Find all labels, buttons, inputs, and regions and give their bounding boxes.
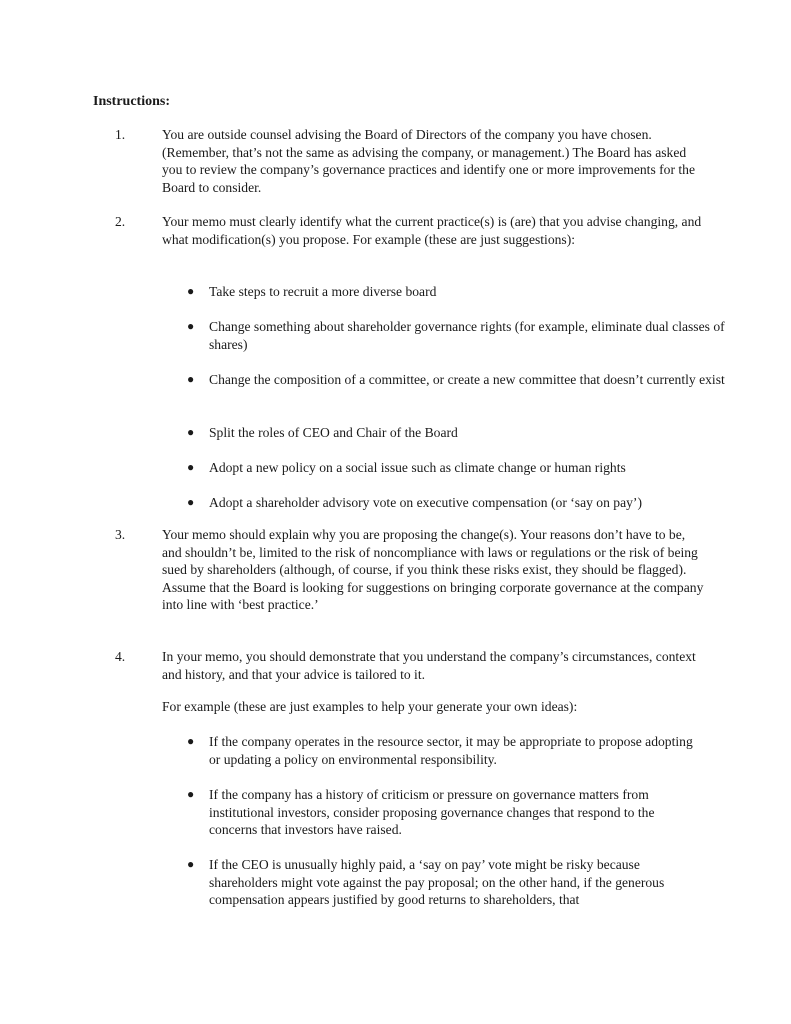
- item-text: Your memo should explain why you are proposing the change(s). Your reasons don’t have to be, and shouldn’t be, limited to the risk of noncompliance with laws or regulations or the risk of being sued by shareholders (although, of course, if you think these risks exist, they should be flagged). Assume that the Board is looking for suggestions on bringing corporate governance at the company into line with ‘best practice.’: [162, 527, 704, 613]
- bullet-dot-icon: ●: [187, 372, 195, 386]
- bullet-item: ● Adopt a shareholder advisory vote on executive compensation (or ‘say on pay’): [187, 495, 642, 510]
- bullet-dot-icon: ●: [187, 460, 195, 474]
- item-number: 2.: [115, 214, 126, 229]
- bullet-dot-icon: ●: [187, 734, 195, 748]
- item-text: You are outside counsel advising the Board of Directors of the company you have chosen. (Remember, that’s not the same as advising the company, or management.) The Board has asked you to review the company’s governance practices and identify one or more improvements for the Board to consider.: [162, 127, 695, 195]
- bullet-item: ● Change something about shareholder governance rights (for example, eliminate dual classes of shares): [187, 319, 725, 352]
- bullet-item: ● Split the roles of CEO and Chair of the Board: [187, 425, 458, 440]
- bullet-dot-icon: ●: [187, 319, 195, 333]
- instructions-heading: Instructions:: [93, 94, 171, 109]
- bullet-item: ● If the CEO is unusually highly paid, a ‘say on pay’ vote might be risky because shareholders might vote against the pay proposal; on the other hand, if the generous compensation appears justified by good returns to shareholders, that: [187, 857, 665, 908]
- bullet-item: ● If the company operates in the resource sector, it may be appropriate to propose adopting or updating a policy on environmental responsibility.: [187, 734, 693, 767]
- bullet-item: ● Take steps to recruit a more diverse board: [187, 284, 437, 299]
- item-number: 3.: [115, 527, 126, 542]
- bullet-dot-icon: ●: [187, 857, 195, 871]
- bullet-item: ● Change the composition of a committee, or create a new committee that doesn’t currently exist: [187, 372, 725, 387]
- item-text: Your memo must clearly identify what the current practice(s) is (are) that you advise changing, and what modification(s) you propose. For example (these are just suggestions):: [162, 214, 702, 247]
- item-number: 4.: [115, 649, 126, 664]
- item-4-example-intro: For example (these are just examples to help your generate your own ideas):: [162, 699, 578, 714]
- item-number: 1.: [115, 127, 126, 142]
- bullet-dot-icon: ●: [187, 495, 195, 509]
- bullet-dot-icon: ●: [187, 284, 195, 298]
- bullet-dot-icon: ●: [187, 425, 195, 439]
- bullet-item: ● If the company has a history of criticism or pressure on governance matters from institutional investors, consider proposing governance changes that respond to the concerns that investors have raised.: [187, 787, 655, 838]
- item-text: In your memo, you should demonstrate that you understand the company’s circumstances, context and history, and that your advice is tailored to it.: [162, 649, 696, 682]
- bullet-dot-icon: ●: [187, 787, 195, 801]
- bullet-item: ● Adopt a new policy on a social issue such as climate change or human rights: [187, 460, 626, 475]
